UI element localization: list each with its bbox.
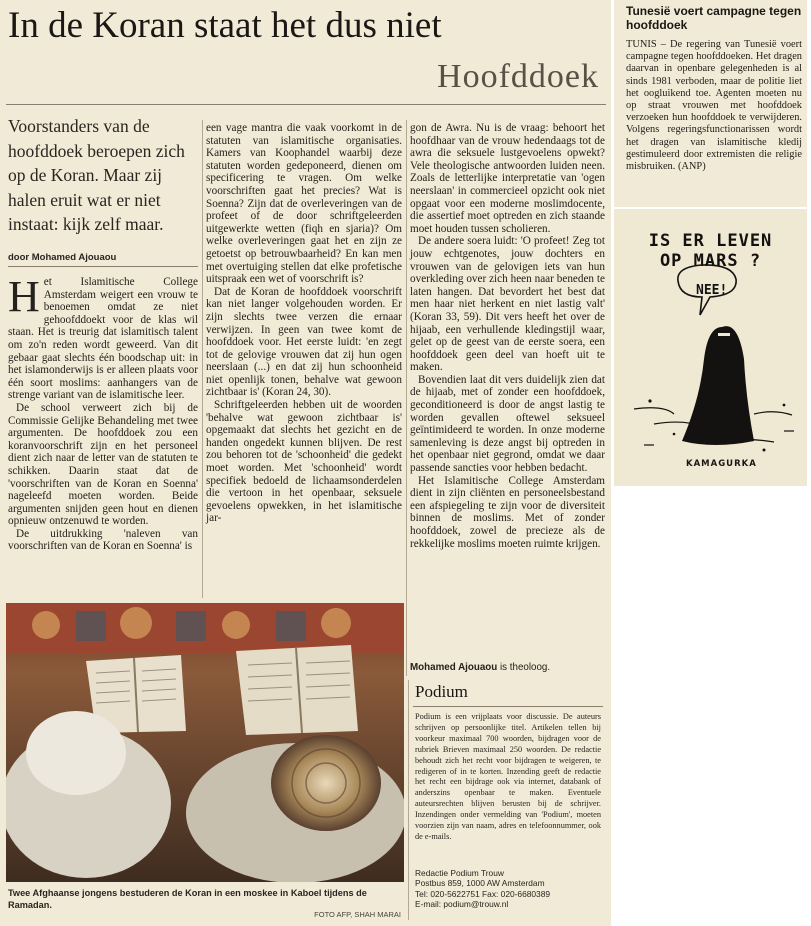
podium-text: Podium is een vrijplaats voor discussie. De auteurs schrijven op persoonlijke titel. Artikelen tellen bij voorkeur maximaal 700 woorden, bijdragen voor de rubriek Brieven maximaal 250 woorden. De redactie behoudt zich het recht voor bijdragen te weigeren, te redigeren of in te korten. Inzending geeft de redactie het recht een bijdrage ook via internet, databank of anderszins openbaar te maken. Eventuele auteursrechten blijven berusten bij de schrijver. Inzendingen onder vermelding van 'Podium', moeten voorzien zijn van naam, adres en telefoonnummer, ook de e-mails.: [415, 712, 601, 841]
headline: In de Koran staat het dus niet: [8, 5, 442, 46]
paragraph: gon de Awra. Nu is de vraag: behoort het hoofdhaar van de vrouw hedendaags tot de awra die seksuele lustgevoelens opwekt? Vele theologische antwoorden luiden neen. Zoals de letterlijke interpretatie van 'ogen neerslaan' in commercieel opzicht ook niet opgaat voor een moderne moslimdocente, die assertief moet optreden en zich staande moet houden tussen scholieren.: [410, 122, 605, 235]
photo-illustration: [6, 603, 404, 882]
paragraph: Bovendien laat dit vers duidelijk zien dat de hijaab, met of zonder een hoofddoek, geconditioneerd is door de angst lastig te worden gevallen oftewel seksueel geïntimideerd te worden. In onze moderne samenleving is deze angst bij optreden in het openbaar niet gegrond, omdat we daar passende sancties voor hebben bedacht.: [410, 373, 605, 475]
photo-caption: Twee Afghaanse jongens bestuderen de Koran in een moskee in Kaboel tijdens de Ramadan.: [8, 888, 367, 910]
paragraph: De andere soera luidt: 'O profeet! Zeg tot jouw echtgenotes, jouw dochters en vrouwen van de gelovigen iets van hun overkleding over zich heen naar beneden te laten hangen. Dat bevordert het best dat men haar niet herkent en niet lastig valt' (Koran 33, 59). Dit vers heeft het over de hijaab, een verhullende kledingstijl waar, gelet op de geest van de eerste soera, een hoofddoek geen deel van hoeft uit te maken.: [410, 235, 605, 374]
address-line: Redactie Podium Trouw: [415, 868, 504, 878]
divider: [6, 104, 606, 105]
sidebar-text: TUNIS – De regering van Tunesië voert campagne tegen hoofddoeken. Het dragen daarvan in openbare gelegenheden is al sinds 1981 verboden, maar de politie liet het oogluikend toe. Agenten moeten nu op straat vrouwen met hoofddoek verzoeken hun hoofddoek te verwijderen. Volgens regeringsfunctionarissen wordt het dragen van islamitische kledij gestimuleerd door extremisten die religie misbruiken. (ANP): [626, 39, 802, 173]
article-photo: [6, 603, 404, 882]
cartoon-caption-line: OP MARS ?: [659, 251, 762, 271]
divider: [413, 706, 603, 707]
email-line: E-mail: podium@trouw.nl: [415, 899, 509, 910]
kicker: Hoofddoek: [437, 58, 599, 95]
column-rule: [202, 120, 203, 598]
author-name: Mohamed Ajouaou: [410, 662, 498, 673]
speech-bubble-text: NEE!: [696, 283, 728, 298]
podium-box: [408, 680, 607, 920]
article-column-1: [8, 272, 198, 553]
byline: door Mohamed Ajouaou: [8, 252, 117, 263]
cartoon-drawing: [614, 209, 807, 486]
sidebar-clipping: [614, 0, 807, 207]
author-role: is theoloog.: [497, 662, 551, 673]
lede: Voorstanders van de hoofddoek beroepen zich op de Koran. Maar zij halen eruit wat er niet instaat: kijk zelf maar.: [8, 116, 185, 234]
podium-title: Podium: [415, 682, 468, 701]
paragraph: De uitdrukking 'naleven van voorschriften van de Koran en Soenna' is: [8, 527, 198, 553]
article-column-3: [410, 122, 605, 550]
paragraph: et Islamitische College Amsterdam weigert een vrouw te benoemen omdat ze niet gehoofddoekt voor de klas wil staan. Het is treurig dat islamitisch talent om zo'n reden wordt geweerd. Van dit gebaar gaat slechts één boodschap uit: in het islamonderwijs is er alleen plaats voor één soort moslims: aanhangers van de strenge variant van de islamitische leer.: [8, 276, 198, 402]
author-note: [410, 662, 605, 673]
drop-cap: H: [8, 272, 40, 321]
phone-line: Tel: 020-5622751 Fax: 020-6680389: [415, 888, 551, 899]
paragraph: De school verweert zich bij de Commissie Gelijke Behandeling met twee argumenten. De hoofddoek zou een koranvoorschrift zijn en het personeel dient zich naar de letter van de statuten te schikken. Daarin staat dat de 'voorschriften van de Koran en Soenna' nageleefd moeten worden. Beide argumenten snijden geen hout en dienen opnieuw ontzenuwd te worden.: [8, 401, 198, 528]
cartoon-caption-line: IS ER LEVEN: [648, 231, 773, 251]
cartoon-signature: KAMAGURKA: [686, 459, 757, 469]
paragraph: Het Islamitische College Amsterdam dient in zijn cliënten en personeelsbestand een afspiegeling te zijn voor de diversiteit binnen de moslims. Met of zonder hoofddoek, zowel de precieze als de rekkelijke moslims moeten ruimte krijgen.: [410, 474, 605, 550]
cartoon: [614, 209, 807, 486]
podium-address: [415, 868, 601, 910]
sidebar-title: Tunesië voert campagne tegen hoofddoek: [626, 4, 802, 32]
column-rule: [406, 120, 407, 676]
paragraph: een vage mantra die vaak voorkomt in de statuten van islamitische organisaties. Kamers van Koophandel waarbij deze statuten worden gedeponeerd, dienen om specificering te vragen. Om welke voorschriften gaat het precies? Wat is Soenna? Zijn dat de overleveringen van de profeet of de door schriftgeleerden uitgewerkte wetten (fiqh en sjaria)? Om welke overleveringen gaat het en zijn ze getoetst op betrouwbaarheid? En kan men met overtuiging stellen dat elke profetische uitspraak een wet of voorschrift is?: [206, 122, 402, 286]
paragraph: Schriftgeleerden hebben uit de woorden 'behalve wat gewoon zichtbaar is' opgemaakt dat slechts het gezicht en de handen ongedekt kunnen blijven. De rest zou behoren tot de 'schoonheid' die gedekt moet worden. Met 'schoonheid' wordt specifiek bedoeld de lichaamsonderdelen die vertoon in het openbaar, seksuele gevoelens opwekken, in het islamitische jar-: [206, 399, 402, 525]
address-line: Postbus 859, 1000 AW Amsterdam: [415, 878, 545, 889]
article-column-2: [206, 122, 402, 525]
photo-credit: FOTO AFP, SHAH MARAI: [314, 910, 401, 919]
divider: [8, 266, 198, 267]
paragraph: Dat de Koran de hoofddoek voorschrift kan niet langer volgehouden worden. Er zijn slechts twee verzen die ernaar verwijzen. In geen van twee komt de hoofddoek voor. Het eerste luidt: 'en zegt tot de gelovige vrouwen dat zij hun ogen neerslaan (...) en dat zij hun schoonheid niet openlijk tonen, behalve wat gewoon zichtbaar is' (Koran 24, 30).: [206, 285, 402, 399]
